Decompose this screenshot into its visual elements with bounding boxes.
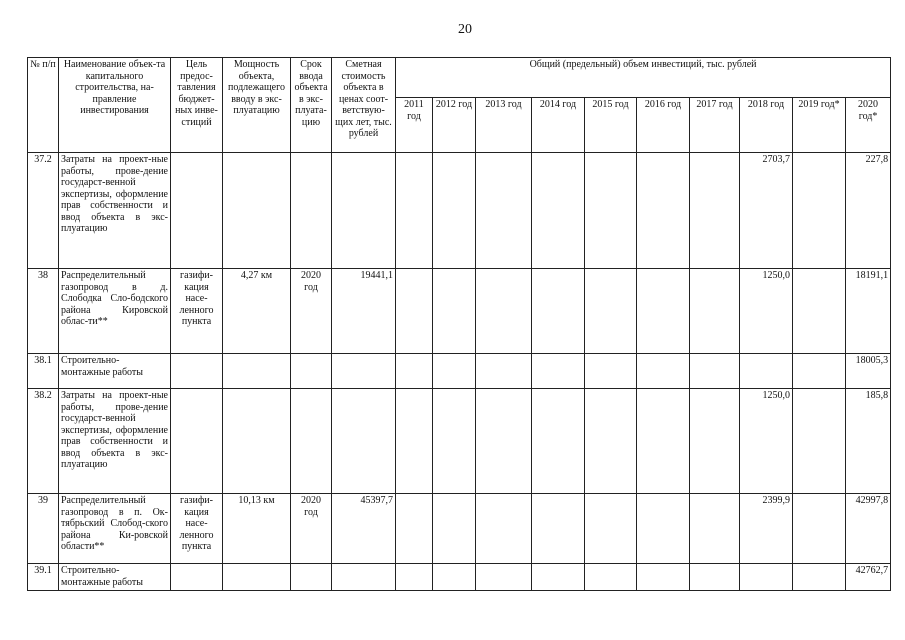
cell-2014	[532, 153, 585, 269]
row-capacity	[223, 354, 291, 389]
row-cost: 45397,7	[332, 494, 396, 564]
header-year: 2013 год	[476, 98, 532, 153]
cell-2013	[476, 354, 532, 389]
row-goal: газифи-кация насе-ленного пункта	[171, 494, 223, 564]
cell-2011	[396, 564, 433, 591]
row-cost	[332, 354, 396, 389]
cell-2020: 185,8	[846, 389, 891, 494]
cell-2017	[690, 354, 740, 389]
cell-2016	[637, 389, 690, 494]
cell-2013	[476, 494, 532, 564]
cell-2017	[690, 389, 740, 494]
cell-2016	[637, 494, 690, 564]
cell-2013	[476, 389, 532, 494]
row-num: 38.2	[28, 389, 59, 494]
cell-2014	[532, 269, 585, 354]
cell-2020: 42762,7	[846, 564, 891, 591]
table-row	[28, 354, 891, 389]
cell-2020: 18191,1	[846, 269, 891, 354]
cell-2011	[396, 494, 433, 564]
row-name: Затраты на проект-ные работы, прове-дение государст-венной экспертизы, оформление прав собственности и ввод объекта в экс-плуатацию	[59, 389, 171, 494]
row-cost	[332, 389, 396, 494]
cell-2013	[476, 269, 532, 354]
cell-2017	[690, 494, 740, 564]
header-year: 2020 год*	[846, 98, 891, 153]
cell-2012	[433, 494, 476, 564]
cell-2018	[740, 564, 793, 591]
header-cost: Сметная стоимость объекта в ценах соот-ветствую-щих лет, тыс. рублей	[332, 58, 396, 153]
row-cost: 19441,1	[332, 269, 396, 354]
row-name: Затраты на проект-ные работы, прове-дение государст-венной экспертизы, оформление прав собственности и ввод объекта в экс-плуатацию	[59, 153, 171, 269]
cell-2015	[585, 153, 637, 269]
header-num: № п/п	[28, 58, 59, 153]
row-goal	[171, 354, 223, 389]
cell-2018: 2703,7	[740, 153, 793, 269]
row-goal: газифи-кация насе-ленного пункта	[171, 269, 223, 354]
cell-2019	[793, 153, 846, 269]
table-row	[28, 564, 891, 591]
cell-2017	[690, 269, 740, 354]
row-goal	[171, 389, 223, 494]
row-term	[291, 564, 332, 591]
cell-2012	[433, 153, 476, 269]
cell-2019	[793, 389, 846, 494]
investment-table	[27, 57, 891, 591]
cell-2012	[433, 564, 476, 591]
cell-2015	[585, 494, 637, 564]
cell-2014	[532, 389, 585, 494]
row-num: 37.2	[28, 153, 59, 269]
header-year: 2016 год	[637, 98, 690, 153]
table-row	[28, 389, 891, 494]
header-term: Срок ввода объекта в экс-плуата-цию	[291, 58, 332, 153]
header-total: Общий (предельный) объем инвестиций, тыс. рублей	[396, 58, 891, 98]
row-cost	[332, 153, 396, 269]
cell-2015	[585, 389, 637, 494]
cell-2017	[690, 153, 740, 269]
header-year: 2017 год	[690, 98, 740, 153]
row-capacity: 10,13 км	[223, 494, 291, 564]
row-name: Строительно-монтажные работы	[59, 354, 171, 389]
row-num: 38	[28, 269, 59, 354]
row-term: 2020 год	[291, 494, 332, 564]
row-capacity	[223, 153, 291, 269]
cell-2018	[740, 354, 793, 389]
cell-2016	[637, 564, 690, 591]
table-row	[28, 269, 891, 354]
row-term	[291, 389, 332, 494]
cell-2013	[476, 564, 532, 591]
header-capacity: Мощность объекта, подлежащего вводу в экс-плуатацию	[223, 58, 291, 153]
cell-2016	[637, 153, 690, 269]
page-number-text: 20	[458, 22, 472, 37]
cell-2011	[396, 269, 433, 354]
cell-2017	[690, 564, 740, 591]
cell-2018: 2399,9	[740, 494, 793, 564]
row-cost	[332, 564, 396, 591]
cell-2011	[396, 354, 433, 389]
row-num: 39	[28, 494, 59, 564]
row-capacity: 4,27 км	[223, 269, 291, 354]
cell-2013	[476, 153, 532, 269]
row-goal	[171, 564, 223, 591]
cell-2014	[532, 564, 585, 591]
cell-2019	[793, 269, 846, 354]
cell-2019	[793, 354, 846, 389]
cell-2016	[637, 354, 690, 389]
header-row-1	[28, 58, 891, 98]
header-name: Наименование объек-та капитального строительства, на-правление инвестирования	[59, 58, 171, 153]
cell-2012	[433, 354, 476, 389]
cell-2014	[532, 354, 585, 389]
header-year: 2018 год	[740, 98, 793, 153]
cell-2018: 1250,0	[740, 269, 793, 354]
row-term	[291, 354, 332, 389]
row-capacity	[223, 564, 291, 591]
cell-2016	[637, 269, 690, 354]
cell-2011	[396, 389, 433, 494]
cell-2019	[793, 564, 846, 591]
header-year: 2015 год	[585, 98, 637, 153]
row-term: 2020 год	[291, 269, 332, 354]
row-name: Строительно-монтажные работы	[59, 564, 171, 591]
cell-2019	[793, 494, 846, 564]
row-capacity	[223, 389, 291, 494]
header-year: 2012 год	[433, 98, 476, 153]
cell-2018: 1250,0	[740, 389, 793, 494]
cell-2015	[585, 354, 637, 389]
row-name: Распределительный газопровод в д. Слободка Сло-бодского района Кировской облас-ти**	[59, 269, 171, 354]
cell-2014	[532, 494, 585, 564]
header-year: 2011 год	[396, 98, 433, 153]
cell-2015	[585, 564, 637, 591]
cell-2012	[433, 269, 476, 354]
table-row	[28, 153, 891, 269]
header-goal: Цель предос-тавления бюджет-ных инве-стиций	[171, 58, 223, 153]
cell-2020: 18005,3	[846, 354, 891, 389]
row-goal	[171, 153, 223, 269]
cell-2012	[433, 389, 476, 494]
row-num: 39.1	[28, 564, 59, 591]
row-name: Распределительный газопровод в п. Ок-тябрьский Слобод-ского района Ки-ровской области**	[59, 494, 171, 564]
cell-2015	[585, 269, 637, 354]
header-year: 2019 год*	[793, 98, 846, 153]
cell-2011	[396, 153, 433, 269]
cell-2020: 227,8	[846, 153, 891, 269]
cell-2020: 42997,8	[846, 494, 891, 564]
table-row	[28, 494, 891, 564]
header-year: 2014 год	[532, 98, 585, 153]
row-term	[291, 153, 332, 269]
row-num: 38.1	[28, 354, 59, 389]
